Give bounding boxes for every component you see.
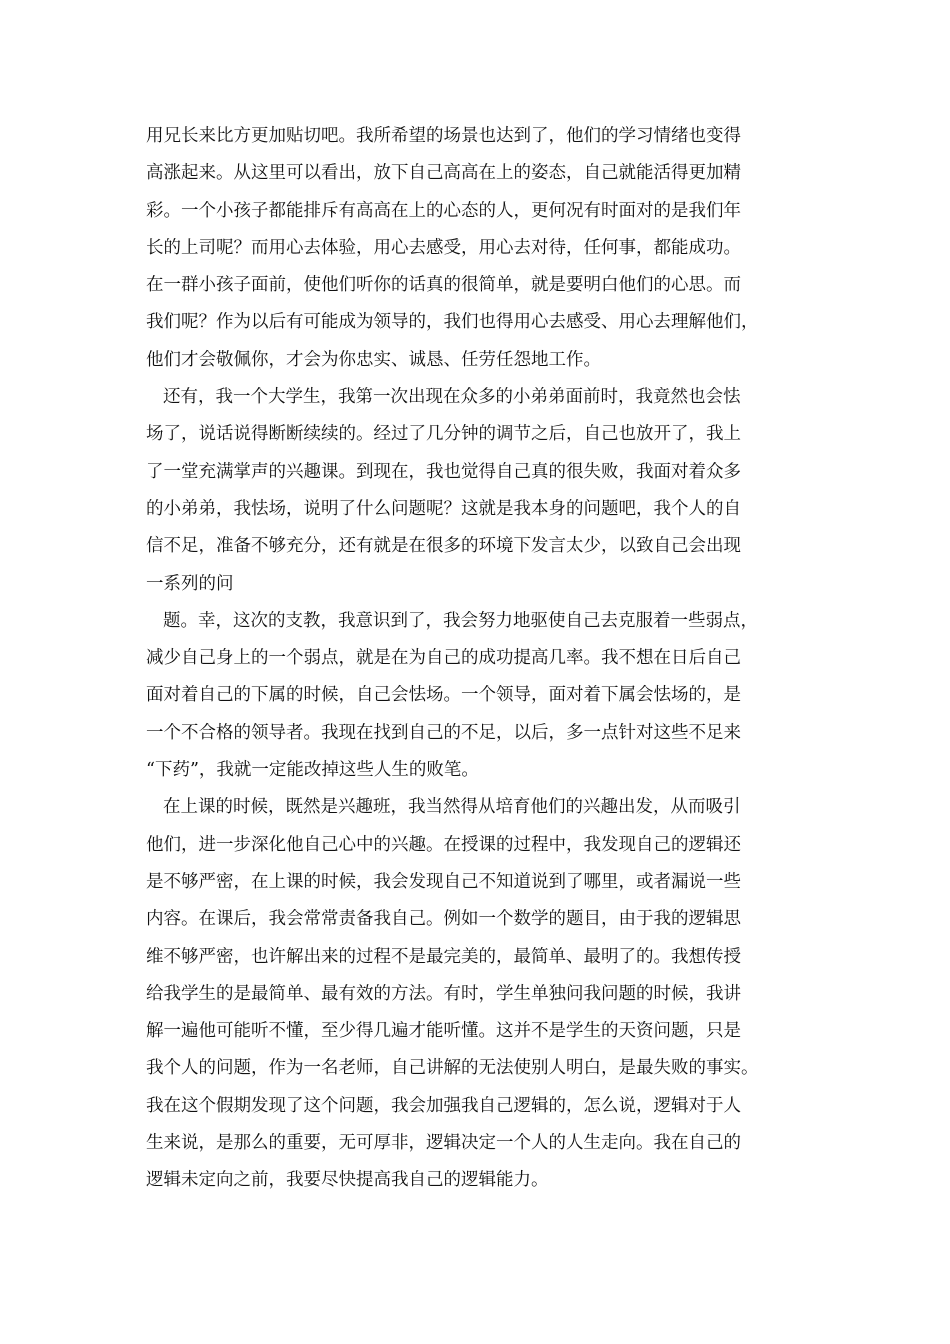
text-line: 一个不合格的领导者。我现在找到自己的不足，以后，多一点针对这些不足来 (146, 722, 741, 743)
text-line: 维不够严密，也许解出来的过程不是最完美的，最简单、最明了的。我想传授 (146, 946, 741, 967)
text-line: 一系列的问 (146, 573, 234, 594)
text-line: 的小弟弟，我怯场，说明了什么问题呢？这就是我本身的问题吧，我个人的自 (146, 498, 741, 519)
text-line: 面对着自己的下属的时候，自己会怯场。一个领导，面对着下属会怯场的，是 (146, 685, 741, 706)
text-line: “下药”，我就一定能改掉这些人生的败笔。 (146, 760, 479, 781)
text-line: 他们，进一步深化他自己心中的兴趣。在授课的过程中，我发现自己的逻辑还 (146, 834, 741, 855)
text-line: 生来说，是那么的重要，无可厚非，逻辑决定一个人的人生走向。我在自己的 (146, 1133, 741, 1154)
text-line: 长的上司呢？而用心去体验，用心去感受，用心去对待，任何事，都能成功。 (146, 237, 741, 258)
text-line: 给我学生的是最简单、最有效的方法。有时，学生单独问我问题的时候，我讲 (146, 983, 741, 1004)
text-line: 高涨起来。从这里可以看出，放下自己高高在上的姿态，自己就能活得更加精 (146, 163, 741, 184)
text-line: 解一遍他可能听不懂，至少得几遍才能听懂。这并不是学生的天资问题，只是 (146, 1021, 741, 1042)
paragraph-first-line: 在上课的时候，既然是兴趣班，我当然得从培育他们的兴趣出发，从而吸引 (163, 797, 741, 818)
text-line: 在一群小孩子面前，使他们听你的话真的很简单，就是要明白他们的心思。而 (146, 275, 741, 296)
text-line: 他们才会敬佩你，才会为你忠实、诚恳、任劳任怨地工作。 (146, 349, 601, 370)
text-line: 用兄长来比方更加贴切吧。我所希望的场景也达到了，他们的学习情绪也变得 (146, 126, 741, 146)
text-line: 内容。在课后，我会常常责备我自己。例如一个数学的题目，由于我的逻辑思 (146, 909, 741, 930)
text-line: 信不足，准备不够充分，还有就是在很多的环境下发言太少，以致自己会出现 (146, 536, 741, 557)
text-line: 是不够严密，在上课的时候，我会发现自己不知道说到了哪里，或者漏说一些 (146, 871, 741, 892)
paragraph-first-line: 题。幸，这次的支教，我意识到了，我会努力地驱使自己去克服着一些弱点， (163, 610, 758, 631)
body-text (146, 118, 816, 1200)
text-line: 我们呢？作为以后有可能成为领导的，我们也得用心去感受、用心去理解他们， (146, 312, 759, 333)
text-line: 彩。一个小孩子都能排斥有高高在上的心态的人，更何况有时面对的是我们年 (146, 200, 741, 221)
text-line: 我在这个假期发现了这个问题，我会加强我自己逻辑的，怎么说，逻辑对于人 (146, 1095, 741, 1116)
text-line: 我个人的问题，作为一名老师，自己讲解的无法使别人明白，是最失败的事实。 (146, 1058, 759, 1079)
text-line: 了一堂充满掌声的兴趣课。到现在，我也觉得自己真的很失败，我面对着众多 (146, 461, 741, 482)
text-line: 逻辑未定向之前，我要尽快提高我自己的逻辑能力。 (146, 1170, 549, 1191)
paragraph-first-line: 还有，我一个大学生，我第一次出现在众多的小弟弟面前时，我竟然也会怯 (163, 387, 741, 408)
text-line: 减少自己身上的一个弱点，就是在为自己的成功提高几率。我不想在日后自己 (146, 648, 741, 669)
text-line: 场了，说话说得断断续续的。经过了几分钟的调节之后，自己也放开了，我上 (146, 424, 741, 445)
